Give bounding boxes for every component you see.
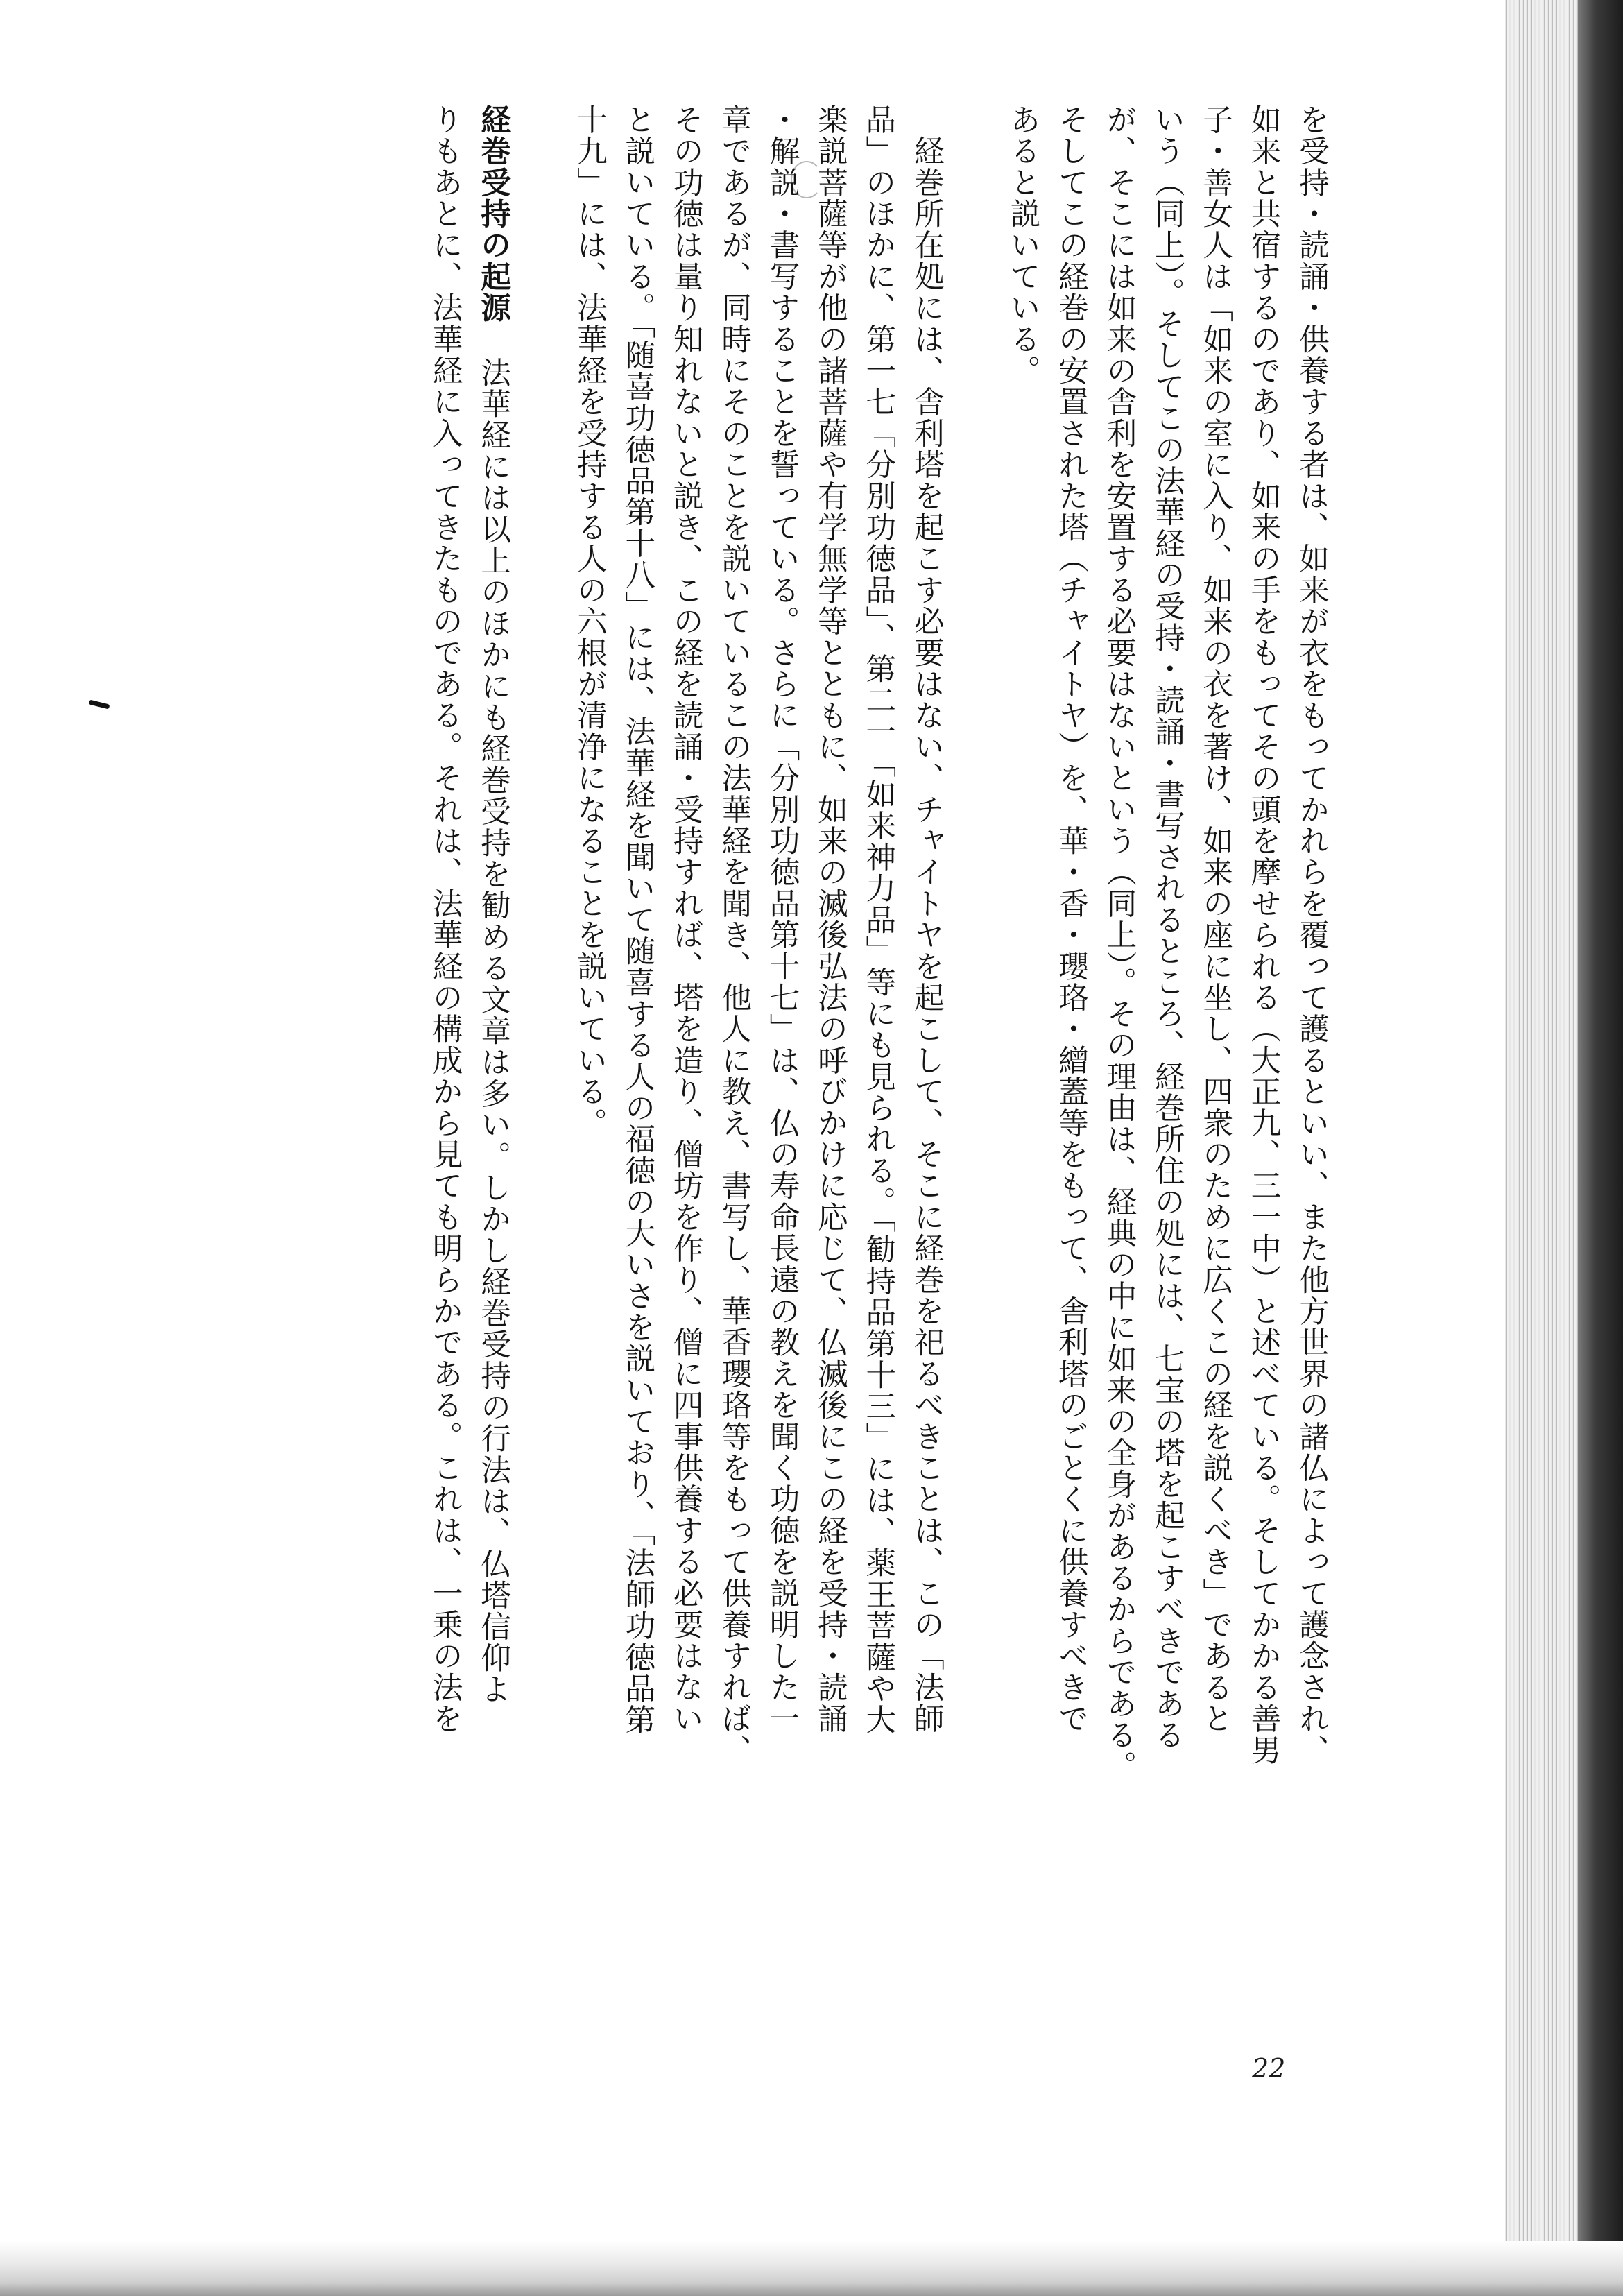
text-line: その功徳は量り知れないと説き、この経を読誦・受持すれば、塔を造り、僧坊を作り、僧に四事供養する必要はない bbox=[668, 104, 703, 1735]
text-line: と説いている。「随喜功徳品第十八」には、法華経を聞いて随喜する人の福徳の大いさを説いており、「法師功徳品第 bbox=[620, 104, 655, 1736]
text-line: 十九」には、法華経を受持する人の六根が清浄になることを説いている。 bbox=[572, 104, 607, 1139]
text-line: そしてこの経巻の安置された塔（チャイトヤ）を、華・香・瓔珞・繒蓋等をもって、舎利塔のごとくに供養すべきで bbox=[1053, 104, 1088, 1735]
text-line: ・解説・書写することを誓っている。さらに「分別功徳品第十七」は、仏の寿命長遠の教えを聞く功徳を説明した一 bbox=[764, 104, 800, 1735]
text-line: 経巻所在処には、舎利塔を起こす必要はない、チャイトヤを起こして、そこに経巻を祀るべきことは、この「法師 bbox=[909, 104, 944, 1735]
paragraph-gap bbox=[517, 104, 565, 111]
body-text bbox=[420, 104, 1335, 1949]
book-edge-shadow bbox=[1578, 0, 1623, 2296]
text-line: いう（同上）。そしてこの法華経の受持・読誦・書写されるところ、経巻所住の処には、七宝の塔を起こすべきである bbox=[1149, 104, 1185, 1751]
paragraph-gap bbox=[950, 104, 998, 111]
text-line: 子・善女人は「如来の室に入り、如来の衣を著け、如来の座に坐し、四衆のために広くこの経を説くべき」であると bbox=[1198, 104, 1233, 1735]
text-line: 如来と共宿するのであり、如来の手をもってその頭を摩せられる（大正九、三一中）と述べている。そしてかかる善男 bbox=[1246, 104, 1281, 1766]
text-line: を受持・読誦・供養する者は、如来が衣をもってかれらを覆って護るといい、また他方世界の諸仏によって護念され、 bbox=[1294, 104, 1329, 1766]
text-line: が、そこには如来の舎利を安置する必要はないという（同上）。その理由は、経典の中に如来の全身があるからである。 bbox=[1101, 104, 1137, 1782]
text-line: 品」のほかに、第一七「分別功徳品」、第二一「如来神力品」等にも見られる。「勧持品第十三」には、薬王菩薩や大 bbox=[861, 104, 896, 1736]
scan-mark-dash bbox=[89, 699, 110, 709]
text-line-with-heading bbox=[469, 104, 517, 1949]
text-line: 楽説菩薩等が他の諸菩薩や有学無学等とともに、如来の滅後弘法の呼びかけに応じて、仏滅後にこの経を受持・読誦 bbox=[812, 104, 848, 1735]
page-bottom-edge bbox=[0, 2241, 1623, 2296]
text-line: あると説いている。 bbox=[1005, 104, 1040, 386]
text-run: 法華経には以上のほかにも経巻受持を勧める文章は多い。しかし経巻受持の行法は、仏塔信仰よ bbox=[476, 357, 511, 1706]
page-number: 22 bbox=[1252, 2053, 1286, 2084]
text-line: 章であるが、同時にそのことを説いているこの法華経を聞き、他人に教え、書写し、華香瓔珞等をもって供養すれば、 bbox=[716, 104, 752, 1766]
section-heading: 経巻受持の起源 bbox=[476, 104, 511, 324]
text-line: りもあとに、法華経に入ってきたものである。それは、法華経の構成から見ても明らかである。これは、一乗の法を bbox=[427, 104, 463, 1735]
